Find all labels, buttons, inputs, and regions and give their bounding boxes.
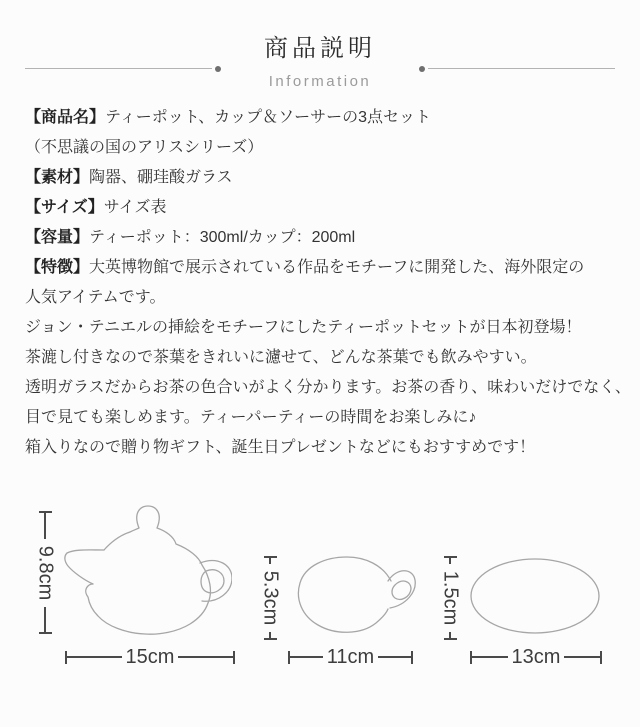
teapot-body xyxy=(86,506,211,634)
product-description xyxy=(25,103,631,463)
dimension-cap xyxy=(411,651,413,664)
divider-left-dot xyxy=(215,66,221,72)
description-line xyxy=(25,283,625,313)
cup-width-label: 11cm xyxy=(326,645,375,668)
field-text: ティーポット、カップ＆ソーサーの3点セット xyxy=(105,109,432,126)
teapot-height-label: 9.8cm xyxy=(34,545,57,600)
saucer-width-label: 13cm xyxy=(511,645,561,668)
field-text: 透明ガラスだからお茶の色合いがよく分かります。お茶の香り、味わいだけでなく、 xyxy=(25,379,631,396)
description-line xyxy=(25,373,631,403)
field-label: 【素材】 xyxy=(25,169,90,186)
saucer-height-label: 1.5cm xyxy=(439,570,462,626)
field-text: 箱入りなので贈り物ギフト、誕生日プレゼントなどにもおすすめです！ xyxy=(25,439,536,456)
teapot-drawing xyxy=(60,500,232,636)
divider-right-line xyxy=(428,68,615,69)
divider-right-dot xyxy=(419,66,425,72)
field-text: 茶漉し付きなので茶葉をきれいに濾せて、どんな茶葉でも飲みやすい。 xyxy=(25,349,537,366)
field-text: 目で見ても楽しめます。ティーパーティーの時間をお楽しみに♪ xyxy=(25,409,477,426)
teapot-spout xyxy=(65,550,104,584)
field-text: 陶器、硼珪酸ガラス xyxy=(89,169,233,186)
description-line xyxy=(25,253,625,283)
field-text: ティーポット：300ml/カップ：200ml xyxy=(89,229,356,246)
teapot-handle-inner xyxy=(201,570,224,593)
teapot-width-dimension xyxy=(65,645,235,668)
field-text: 大英博物館で展示されている作品をモチーフに開発した、海外限定の xyxy=(89,259,585,276)
description-line xyxy=(25,223,625,253)
saucer-ellipse xyxy=(471,559,599,633)
dimension-line xyxy=(44,607,46,633)
dimension-line xyxy=(67,656,122,658)
description-line xyxy=(25,403,625,433)
field-label: 【容量】 xyxy=(25,229,90,246)
field-text: ジョン・テニエルの挿絵をモチーフにしたティーポットセットが日本初登場！ xyxy=(25,319,582,336)
cup-drawing xyxy=(286,552,416,638)
cup-height-label: 5.3cm xyxy=(259,570,282,626)
description-line xyxy=(25,433,625,463)
description-line xyxy=(25,163,625,193)
field-label: 【サイズ】 xyxy=(25,199,104,216)
field-text: （不思議の国のアリスシリーズ） xyxy=(25,139,264,156)
dimension-line xyxy=(290,656,323,658)
cup-height-dimension xyxy=(259,556,282,640)
field-text: 人気アイテムです。 xyxy=(25,289,166,306)
cup-width-dimension xyxy=(288,645,413,668)
description-line xyxy=(25,103,625,133)
dimension-cap xyxy=(600,651,602,664)
dimension-cap xyxy=(39,632,52,634)
divider-left-line xyxy=(25,68,212,69)
divider-right xyxy=(419,66,615,72)
description-line xyxy=(25,133,625,163)
dimension-cap xyxy=(444,638,457,640)
field-text: サイズ表 xyxy=(103,199,167,216)
dimension-line xyxy=(178,656,233,658)
dimension-line xyxy=(44,513,46,539)
teapot-height-dimension xyxy=(34,511,57,634)
dimension-cap xyxy=(264,638,277,640)
saucer-drawing xyxy=(468,556,602,636)
cup-handle-inner xyxy=(392,581,411,599)
field-label: 【商品名】 xyxy=(25,109,106,126)
saucer-height-dimension xyxy=(439,556,462,640)
field-label: 【特徴】 xyxy=(25,259,90,276)
description-line xyxy=(25,313,625,343)
description-line xyxy=(25,193,625,223)
saucer-width-dimension xyxy=(470,645,602,668)
cup-bowl xyxy=(298,557,391,632)
page-subtitle: Information xyxy=(268,73,372,90)
teapot-width-label: 15cm xyxy=(125,645,175,668)
dimension-line xyxy=(378,656,411,658)
dimension-cap xyxy=(233,651,235,664)
page-title: 商品説明 xyxy=(264,35,376,62)
description-line xyxy=(25,343,625,373)
dimension-line xyxy=(564,656,600,658)
teapot-handle-outer xyxy=(200,561,232,602)
divider-left xyxy=(25,66,221,72)
dimension-line xyxy=(472,656,508,658)
